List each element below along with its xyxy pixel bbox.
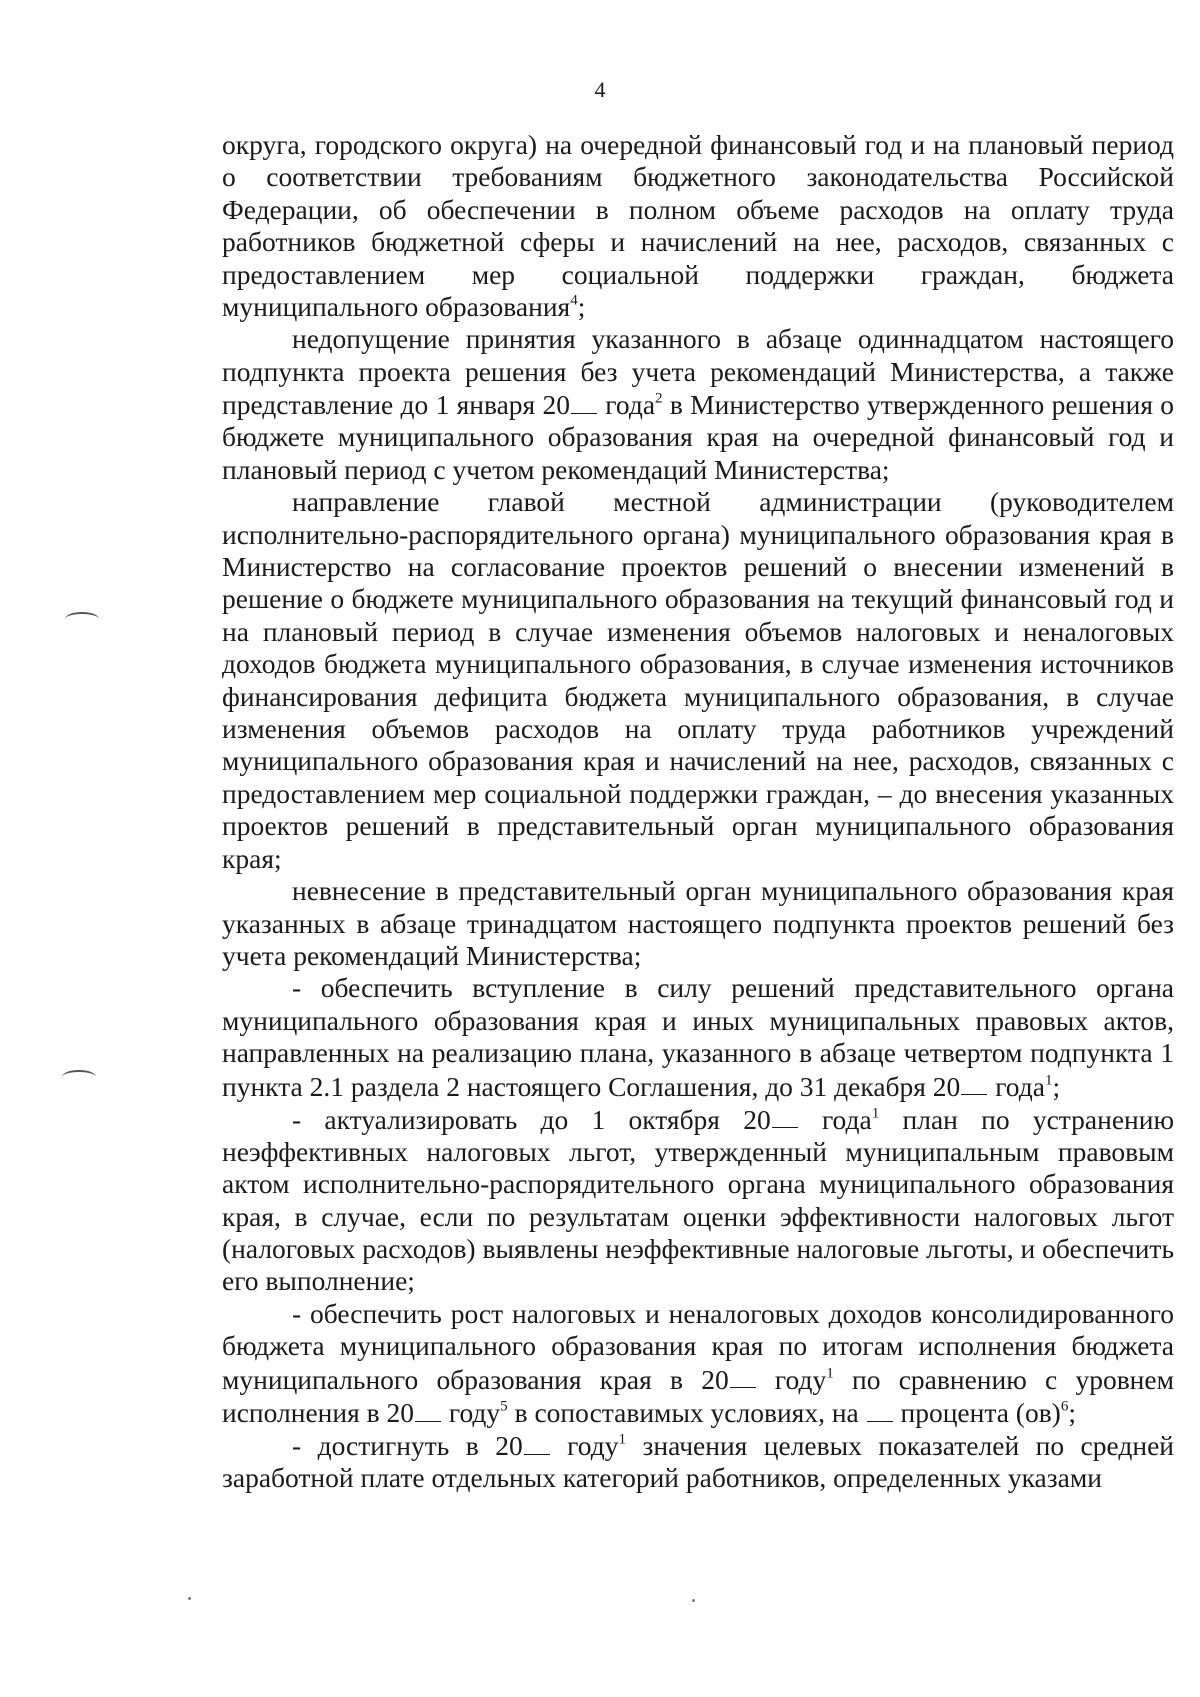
document-body — [222, 129, 1174, 1495]
paragraph-1-tail: ; — [577, 291, 586, 323]
page-number: 4 — [594, 77, 606, 102]
footnote-ref: 1 — [871, 1105, 880, 1122]
paragraph-2-part1: недопущение принятия указанного в абзаце одиннадцатом настоящего подпункта проекта решения без учета рекомендаций Министерства, а также представление до 1 января 20 — [222, 323, 1174, 420]
paragraph-6-part1: - актуализировать до 1 октября 20 — [292, 1103, 771, 1135]
blank-line — [730, 1363, 756, 1389]
footnote-ref: 2 — [655, 390, 663, 407]
paragraph-1 — [222, 129, 1174, 323]
footnote-ref: 1 — [618, 1431, 627, 1448]
paragraph-7-part6: процента (ов) — [893, 1396, 1061, 1428]
footnote-ref: 4 — [570, 292, 578, 309]
paragraph-8-part1: - достигнуть в 20 — [292, 1429, 523, 1461]
paragraph-7-part4: году — [442, 1396, 501, 1428]
footnote-ref: 1 — [826, 1365, 834, 1382]
paragraph-5-part2: года — [988, 1070, 1045, 1102]
paragraph-7-part1: - обеспечить рост налоговых и неналоговых доходов консолидированного бюджета муниципального образования края по итогам исполнения бюджета муниципального образования края в 20 — [222, 1297, 1174, 1395]
footnote-ref: 5 — [500, 1398, 508, 1415]
footnote-ref: 1 — [1044, 1071, 1053, 1088]
blank-line — [867, 1396, 893, 1422]
scan-speck — [692, 1599, 695, 1602]
paragraph-8-part2: году — [550, 1429, 619, 1461]
blank-line — [415, 1396, 441, 1422]
paragraph-8 — [222, 1429, 1174, 1495]
paragraph-4: невнесение в представительный орган муниципального образования края указанных в абзаце тринадцатом настоящего подпункта проектов решений без учета рекомендаций Министерства; — [222, 875, 1174, 971]
paragraph-5-part1: - обеспечить вступление в силу решений представительного органа муниципального образования края и иных муниципальных правовых актов, направленных на реализацию плана, указанного в абзаце четвертом подпункта 1 пункта 2.1 раздела 2 настоящего Соглашения, до 31 декабря 20 — [222, 972, 1174, 1102]
blank-line — [772, 1103, 798, 1129]
paragraph-2-part3: в Министерство утвержденного решения о бюджете муниципального образования края на очередной финансовый год и плановый период с учетом рекомендаций Министерства; — [222, 389, 1175, 485]
blank-line — [961, 1070, 987, 1096]
paragraph-6-part3: план по устранению неэффективных налоговых льгот, утвержденный муниципальным правовым актом исполнительно-распорядительного органа муниципального образования края, в случае, если по результатам оценки эффективности налоговых льгот (налоговых расходов) выявлены неэффективные налоговые льготы, и обеспечить его выполнение; — [222, 1103, 1175, 1297]
paragraph-7 — [222, 1298, 1174, 1429]
paragraph-8-part3: значения целевых показателей по средней заработной плате отдельных категорий работников, определенных указами — [222, 1429, 1174, 1494]
paragraph-6-part2: года — [798, 1103, 872, 1135]
scan-speck — [188, 1597, 191, 1600]
blank-line — [524, 1429, 550, 1455]
paragraph-5-part3: ; — [1052, 1070, 1061, 1102]
paragraph-6 — [222, 1103, 1174, 1298]
paragraph-3: направление главой местной администрации (руководителем исполнительно-распорядительного органа) муниципального образования края в Министерство на согласование проектов решений о внесении изменений в решение о бюджете муниципального образования на текущий финансовый год и на плановый период в случае изменения объемов налоговых и неналоговых доходов бюджета муниципального образования, в случае изменения источников финансирования дефицита бюджета муниципального образования, в случае изменения объемов расходов на оплату труда работников учреждений муниципального образования края и начислений на нее, расходов, связанных с предоставлением мер социальной поддержки граждан, – до внесения указанных проектов решений в представительный орган муниципального образования края; — [222, 486, 1174, 874]
paragraph-7-part2: году — [756, 1363, 827, 1395]
paragraph-2-part2: года — [598, 389, 656, 420]
binding-hole-mark — [62, 1070, 96, 1084]
binding-hole-mark — [65, 612, 99, 626]
footnote-ref: 6 — [1060, 1398, 1069, 1415]
paragraph-5 — [222, 972, 1174, 1102]
paragraph-1-text: округа, городского округа) на очередной финансовый год и на плановый период о соответствии требованиям бюджетного законодательства Российской Федерации, об обеспечении в полном объеме расходов на оплату труда работников бюджетной сферы и начислений на нее, расходов, связанных с предоставлением мер социальной поддержки граждан, бюджета муниципального образования — [222, 129, 1174, 323]
paragraph-7-part7: ; — [1068, 1396, 1077, 1428]
paragraph-2 — [222, 323, 1174, 486]
paragraph-7-part5: в сопоставимых условиях, на — [507, 1396, 859, 1428]
blank-line — [571, 388, 597, 414]
paragraph-7-part3: по сравнению с уровнем исполнения в 20 — [222, 1363, 1174, 1428]
